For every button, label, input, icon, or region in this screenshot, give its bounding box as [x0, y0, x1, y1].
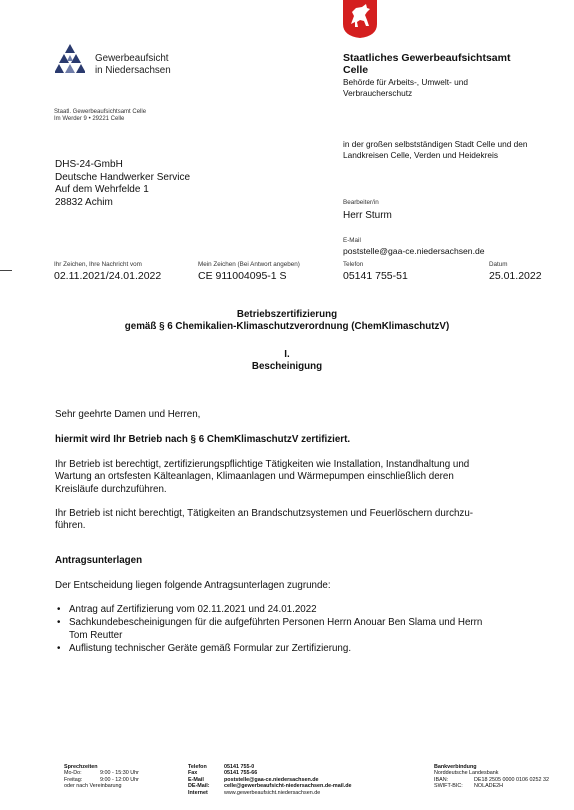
iban-value: DE18 2505 0000 0106 0252 32 [474, 776, 549, 783]
handler-value: Herr Sturm [343, 209, 392, 221]
para2-line1: Ihr Betrieb ist nicht berechtigt, Tätigkeiten an Brandschutzsystemen und Feuerlöschern durchzu- [55, 508, 474, 519]
hours-row2-time: 9:00 - 12:00 Uhr [100, 776, 139, 783]
footer-fax-label: Fax [188, 770, 198, 777]
triangle-logo-icon [55, 44, 85, 74]
docs-item-3: Auflistung technischer Geräte gemäß Formular zur Zertifizierung. [69, 643, 352, 655]
my-ref-label: Mein Zeichen (Bei Antwort angeben) [198, 261, 300, 268]
para1-line1: Ihr Betrieb ist berechtigt, zertifizierungspflichtige Tätigkeiten wie Installation, Instandhaltung und [55, 459, 470, 470]
para1-line2: Wartung an ortsfesten Kälteanlagen, Klimaanlagen und Wärmepumpen einschließlich deren [55, 471, 454, 483]
list-item [57, 617, 537, 642]
hours-row3: oder nach Vereinbarung [64, 783, 122, 790]
paragraph-permitted [55, 459, 469, 496]
footer-fax-value: 05141 755-66 [224, 770, 258, 777]
logo-text-line1: Gewerbeaufsicht [95, 53, 169, 64]
state-emblem [343, 0, 377, 38]
sender-line1: Staatl. Gewerbeaufsichtsamt Celle [54, 109, 147, 115]
footer-web-label: Internet [188, 789, 208, 796]
jurisdiction-line1: in der großen selbstständigen Stadt Celle und den [343, 139, 528, 149]
logo-text [95, 53, 171, 76]
date-label: Datum [489, 261, 508, 268]
phone-label: Telefon [343, 261, 364, 268]
footer-web-value: www.gewerbeaufsicht.niedersachsen.de [224, 789, 321, 796]
footer-tel-value: 05141 755-0 [224, 764, 255, 770]
hours-row1-day: Mo-Do: [64, 770, 82, 777]
hours-row1-time: 9:00 - 15:30 Uhr [100, 770, 139, 777]
paragraph-not-permitted [55, 508, 473, 533]
sender-line2: Im Werder 9 • 29221 Celle [54, 116, 125, 123]
recipient-address [55, 159, 190, 209]
date-value: 25.01.2022 [489, 269, 542, 282]
hours-row2-day: Freitag: [64, 776, 83, 783]
handler-label: Bearbeiter/in [343, 199, 379, 206]
iban-label: IBAN: [434, 776, 449, 783]
ref-date [489, 261, 542, 282]
gewerbeaufsicht-logo [55, 44, 85, 74]
ref-your [54, 261, 161, 282]
certification-statement: hiermit wird Ihr Betrieb nach § 6 ChemKlimaschutzV zertifiziert. [55, 434, 351, 445]
docs-item-2-line1: • Sachkundebescheinigungen für die aufgeführten Personen Herrn Anouar Ben Slama und Herrn [69, 617, 483, 629]
authority-title-line2: Celle [343, 64, 369, 76]
email-block [343, 237, 485, 256]
authority-block [343, 52, 510, 99]
recipient-line1: DHS-24-GmbH [55, 159, 123, 170]
footer-contact [188, 764, 352, 796]
salutation: Sehr geehrte Damen und Herren, [55, 409, 201, 420]
footer-mail-value: poststelle@gaa-ce.niedersachsen.de [224, 776, 319, 783]
footer-hours [64, 764, 139, 790]
hours-title: Sprechzeiten [64, 764, 98, 770]
bank-name: Norddeutsche Landesbank [434, 770, 499, 777]
recipient-line3: Auf dem Wehrfelde 1 [55, 184, 149, 195]
footer-demail-value: celle@gewerbeaufsicht-niedersachsen.de-mail.de [224, 783, 352, 790]
para2-line2: führen. [55, 520, 86, 532]
docs-heading: Antragsunterlagen [55, 555, 143, 566]
list-item [57, 604, 537, 616]
bic-label: SWIFT-BIC: [434, 783, 463, 790]
my-ref-value: CE 911004095-1 S [198, 269, 287, 282]
authority-sub-line1: Behörde für Arbeits-, Umwelt- und [343, 77, 468, 87]
bank-title: Bankverbindung [434, 764, 477, 770]
your-ref-value: 02.11.2021/24.01.2022 [54, 269, 162, 282]
footer-tel-label: Telefon [188, 764, 207, 770]
section-number: I. [284, 349, 290, 360]
sender-line [54, 109, 146, 123]
email-value: poststelle@gaa-ce.niedersachsen.de [343, 245, 485, 256]
jurisdiction-line2: Landkreisen Celle, Verden und Heidekreis [343, 150, 498, 161]
recipient-line2: Deutsche Handwerker Service [55, 171, 191, 183]
footer-mail-label: E-Mail [188, 776, 204, 783]
footer-bank [434, 764, 549, 790]
subject-line2: gemäß § 6 Chemikalien-Klimaschutzverordnung (ChemKlimaschutzV) [124, 321, 450, 332]
phone-value: 05141 755-51 [343, 269, 408, 282]
docs-intro: Der Entscheidung liegen folgende Antragsunterlagen zugrunde: [55, 580, 331, 591]
email-label: E-Mail [343, 237, 361, 244]
your-ref-label: Ihr Zeichen, Ihre Nachricht vom [54, 261, 142, 268]
logo-text-line2: in Niedersachsen [95, 64, 171, 76]
jurisdiction [343, 139, 528, 162]
ref-phone [343, 261, 408, 282]
footer-demail-label: DE-Mail: [188, 783, 210, 790]
handler-block [343, 199, 392, 222]
docs-list [57, 604, 537, 656]
section-title: Bescheinigung [251, 361, 323, 372]
docs-item-2-line2: Tom Reutter [69, 629, 123, 641]
docs-item-1: Antrag auf Zertifizierung vom 02.11.2021 und 24.01.2022 [69, 604, 317, 615]
horse-shield-icon [343, 0, 377, 38]
authority-title-line1: Staatliches Gewerbeaufsichtsamt [343, 52, 511, 64]
list-item [57, 643, 537, 655]
para1-line3: Kreisläufe durchzuführen. [55, 483, 167, 495]
fold-mark [0, 270, 12, 271]
subject-line1: Betriebszertifizierung [236, 309, 338, 320]
ref-mine [198, 261, 300, 282]
bic-value: NOLADE2H [474, 783, 504, 790]
authority-sub-line2: Verbraucherschutz [343, 88, 413, 98]
recipient-line4: 28832 Achim [55, 196, 113, 208]
